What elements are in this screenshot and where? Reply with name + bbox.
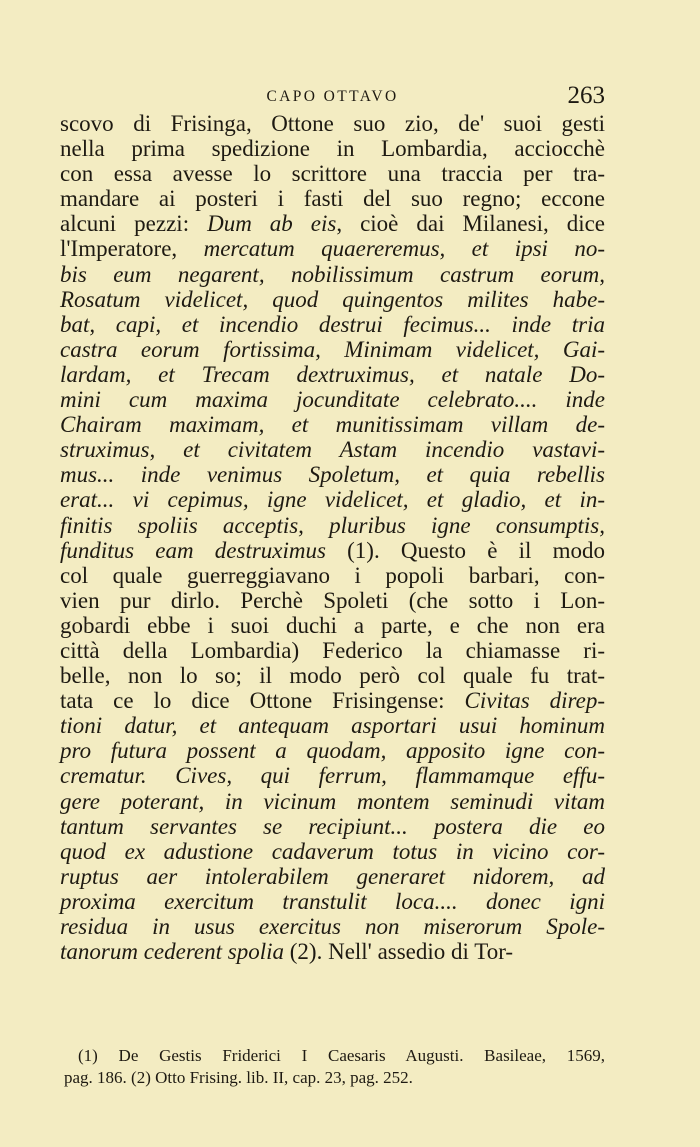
footnote-line: pag. 186. (2) Otto Frising. lib. II, cap. 23, pag. 252. xyxy=(64,1068,413,1087)
italic-run: tioni datur, et antequam asportari usui hominum xyxy=(60,713,605,739)
italic-run: mini cum maxima jocunditate celebrato.... inde xyxy=(60,387,605,413)
text-line xyxy=(60,939,605,964)
italic-run: mercatum quaereremus, et ipsi no- xyxy=(203,236,605,262)
roman-run: mandare ai posteri i fasti del suo regno; eccone xyxy=(60,186,605,212)
footnote-line: (1) De Gestis Friderici I Caesaris Augusti. Basileae, 1569, xyxy=(78,1046,605,1065)
roman-run: alcuni pezzi: xyxy=(60,211,208,237)
roman-run: scovo di Frisinga, Ottone suo zio, de' suoi gesti xyxy=(60,111,605,136)
italic-run: Dum ab eis xyxy=(207,211,337,237)
roman-run: vien pur dirlo. Perchè Spoleti (che sotto i Lon- xyxy=(60,587,605,613)
text-line xyxy=(60,362,605,387)
text-line xyxy=(60,763,605,788)
text-line xyxy=(60,638,605,663)
text-line xyxy=(60,839,605,864)
text-line xyxy=(60,613,605,638)
text-line xyxy=(60,387,605,412)
italic-run: funditus eam destruximus xyxy=(60,537,326,563)
italic-run: Civitas direp- xyxy=(464,688,605,714)
running-title: CAPO OTTAVO xyxy=(266,88,399,105)
text-line xyxy=(60,161,605,186)
roman-run: tata ce lo dice Ottone Frisingense: xyxy=(60,688,465,714)
text-line xyxy=(60,663,605,688)
body-text xyxy=(60,111,605,964)
italic-run: proxima exercitum transtulit loca.... donec igni xyxy=(60,888,605,914)
roman-run: l'Imperatore, xyxy=(60,236,204,262)
text-line xyxy=(60,337,605,362)
roman-run: nella prima spedizione in Lombardia, acciocchè xyxy=(60,136,605,162)
text-line xyxy=(60,262,605,287)
text-line xyxy=(60,513,605,538)
italic-run: finitis spoliis acceptis, pluribus igne consumptis, xyxy=(60,512,605,538)
text-line xyxy=(60,136,605,161)
text-line xyxy=(60,287,605,312)
text-line xyxy=(60,864,605,889)
roman-run: città della Lombardia) Federico la chiamasse ri- xyxy=(60,637,605,663)
italic-run: castra eorum fortissima, Minimam videlicet, Gai- xyxy=(60,336,605,362)
text-line xyxy=(60,688,605,713)
roman-run: col quale guerreggiavano i popoli barbari, con- xyxy=(60,562,605,588)
italic-run: gere poterant, in vicinum montem seminudi vitam xyxy=(60,788,605,814)
text-line xyxy=(60,889,605,914)
italic-run: crematur. Cives, qui ferrum, flammamque effu- xyxy=(60,763,605,789)
page-header xyxy=(60,82,605,112)
italic-run: struximus, et civitatem Astam incendio vastavi- xyxy=(60,437,605,463)
text-line xyxy=(60,487,605,512)
text-line xyxy=(60,914,605,939)
roman-run: (2). Nell' assedio di Tor- xyxy=(284,939,514,965)
italic-run: bis eum negarent, nobilissimum castrum eorum, xyxy=(60,261,605,287)
italic-run: Rosatum videlicet, quod quingentos milites habe- xyxy=(60,286,605,312)
text-line xyxy=(60,437,605,462)
text-line xyxy=(60,538,605,563)
roman-run: (1). Questo è il modo xyxy=(325,537,605,563)
text-line xyxy=(60,814,605,839)
italic-run: tantum servantes se recipiunt... postera die eo xyxy=(60,813,605,839)
text-line xyxy=(60,236,605,261)
italic-run: quod ex adustione cadaverum totus in vicino cor- xyxy=(60,838,605,864)
italic-run: mus... inde venimus Spoletum, et quia rebellis xyxy=(60,462,605,488)
italic-run: erat... vi cepimus, igne videlicet, et gladio, et in- xyxy=(60,487,605,513)
italic-run: residua in usus exercitus non miserorum Spole- xyxy=(60,914,605,939)
italic-run: ruptus aer intolerabilem generaret nidorem, ad xyxy=(60,863,605,889)
italic-run: tanorum cederent spolia xyxy=(60,939,285,965)
italic-run: Chairam maximam, et munitissimam villam de- xyxy=(60,412,605,438)
italic-run: lardam, et Trecam dextruximus, et natale Do- xyxy=(60,361,605,387)
text-line xyxy=(60,312,605,337)
italic-run: bat, capi, et incendio destrui fecimus... inde tria xyxy=(60,311,605,337)
roman-run: , cioè dai Milanesi, dice xyxy=(336,211,605,237)
text-line xyxy=(60,588,605,613)
text-line xyxy=(60,713,605,738)
roman-run: gobardi ebbe i suoi duchi a parte, e che non era xyxy=(60,612,605,638)
footnotes xyxy=(64,1045,605,1089)
text-line xyxy=(60,738,605,763)
italic-run: pro futura possent a quodam, apposito igne con- xyxy=(60,738,605,764)
page-number: 263 xyxy=(567,82,605,109)
text-line xyxy=(60,111,605,136)
text-line xyxy=(60,563,605,588)
text-line xyxy=(60,789,605,814)
text-line xyxy=(60,462,605,487)
roman-run: belle, non lo so; il modo però col quale fu trat- xyxy=(60,663,605,689)
text-line xyxy=(60,186,605,211)
text-line xyxy=(60,211,605,236)
roman-run: con essa avesse lo scrittore una traccia per tra- xyxy=(60,161,605,187)
text-line xyxy=(60,412,605,437)
